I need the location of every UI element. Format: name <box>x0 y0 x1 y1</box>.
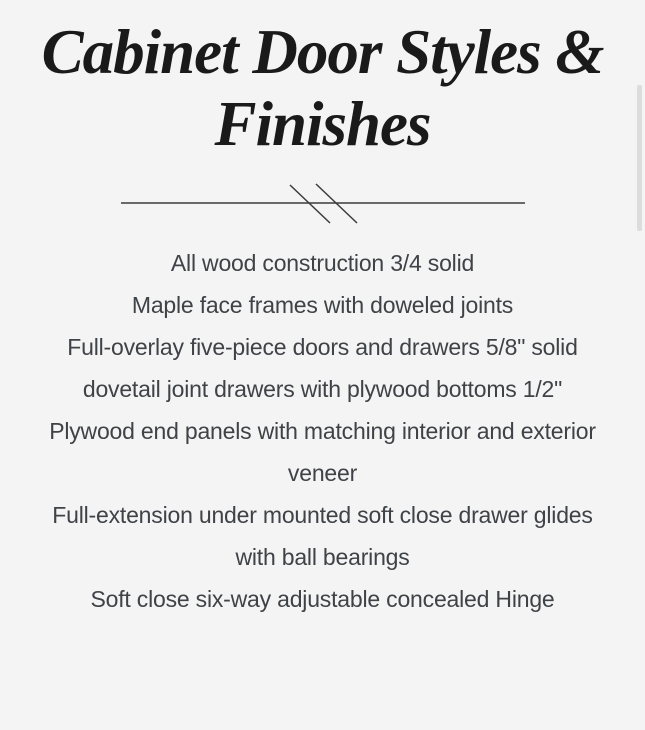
text-line: Maple face frames with doweled joints <box>131 292 514 318</box>
text-line: veneer <box>287 460 358 486</box>
text-line: All wood construction 3/4 solid <box>170 250 475 276</box>
text-line: Plywood end panels with matching interior and exterior <box>49 418 596 444</box>
text-line: dovetail joint drawers with plywood bottoms 1/2" <box>82 376 563 402</box>
description-text <box>0 242 645 620</box>
text-line: with ball bearings <box>235 544 410 570</box>
decorative-divider <box>113 182 533 228</box>
text-line: Full-overlay five-piece doors and drawers 5/8" solid <box>67 334 578 360</box>
text-line: Soft close six-way adjustable concealed Hinge <box>90 586 555 612</box>
scrollbar-thumb[interactable] <box>637 85 642 231</box>
text-line: Full-extension under mounted soft close drawer glides <box>52 502 593 528</box>
page-title: Cabinet Door Styles & Finishes <box>41 17 604 159</box>
